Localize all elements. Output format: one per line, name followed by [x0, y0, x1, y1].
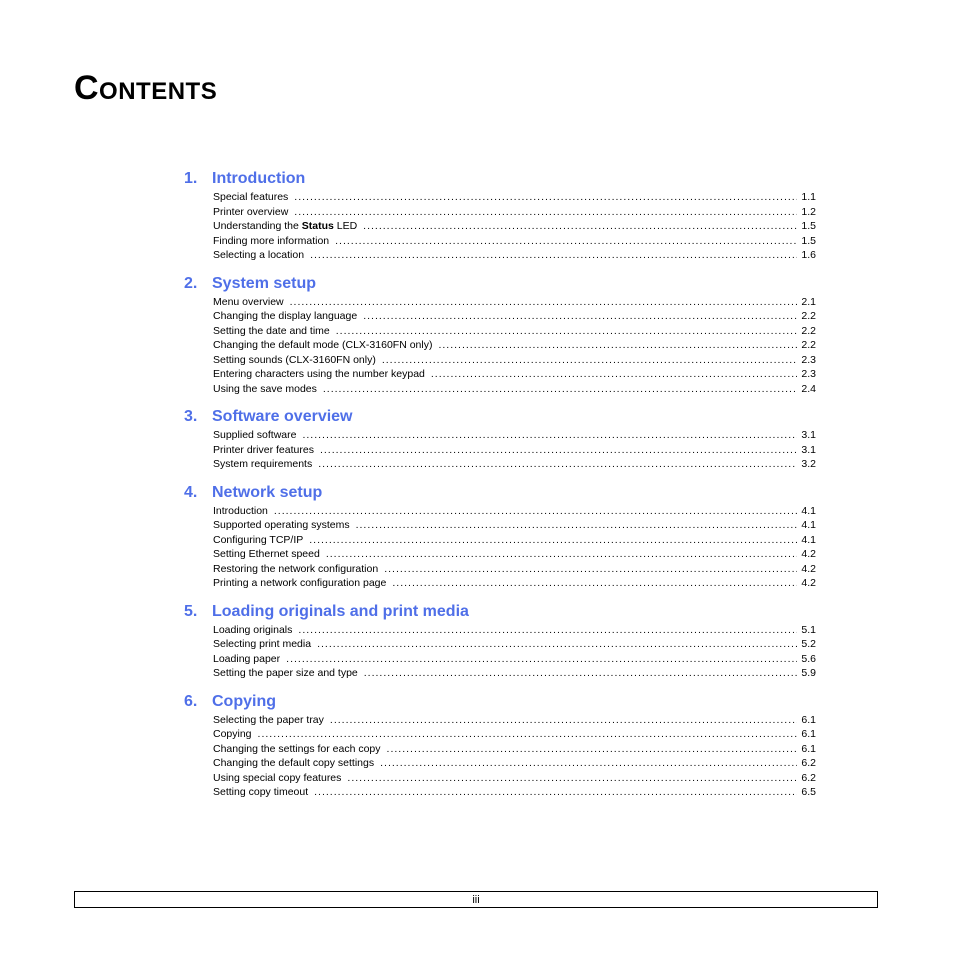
dot-leader — [363, 309, 797, 324]
entry-label: Setting the paper size and type — [213, 667, 358, 679]
entry-label: Finding more information — [213, 234, 330, 247]
dot-leader — [310, 248, 797, 263]
entry-label: Loading paper — [213, 652, 281, 665]
entry-label: Restoring the network configuration — [213, 562, 379, 575]
entry-label-bold: Status — [301, 220, 334, 232]
entry-label — [213, 219, 357, 234]
entry-page-number: 6.1 — [801, 742, 816, 755]
entry-page-number: 5.1 — [801, 623, 816, 636]
entry-page-number: 4.2 — [801, 562, 816, 575]
entry-label-text: LED — [333, 220, 358, 232]
toc-entry[interactable] — [213, 338, 816, 353]
entry-label: Selecting a location — [213, 249, 305, 261]
dot-leader — [356, 518, 798, 533]
entry-page-number: 2.4 — [801, 382, 816, 395]
dot-leader — [335, 234, 797, 249]
toc-entry[interactable] — [213, 309, 816, 324]
toc-entry[interactable] — [213, 248, 816, 263]
toc-entry[interactable] — [213, 367, 816, 382]
entry-label: Configuring TCP/IP — [213, 533, 304, 546]
dot-leader — [298, 623, 797, 638]
dot-leader — [387, 742, 798, 757]
section-number: 1. — [184, 170, 198, 187]
toc-section — [184, 601, 816, 681]
dot-leader — [314, 785, 797, 800]
entry-page-number: 1.5 — [801, 220, 816, 232]
entry-page-number: 1.1 — [801, 191, 816, 203]
entry-label: Loading originals — [213, 623, 293, 636]
dot-leader — [431, 367, 798, 382]
toc-entry[interactable] — [213, 666, 816, 681]
toc-entry[interactable] — [213, 190, 816, 205]
entry-page-number: 5.9 — [801, 667, 816, 679]
table-of-contents — [184, 168, 816, 810]
section-number: 4. — [184, 483, 198, 501]
dot-leader — [318, 457, 797, 472]
section-title: Network setup — [212, 483, 323, 501]
toc-entry[interactable] — [213, 713, 816, 728]
entry-page-number: 4.1 — [801, 519, 816, 531]
page-title: Contents — [74, 69, 218, 107]
toc-entry[interactable] — [213, 382, 816, 397]
section-heading[interactable] — [184, 691, 816, 713]
entry-label: Entering characters using the number keypad — [213, 368, 425, 380]
toc-entry[interactable] — [213, 219, 816, 234]
entry-label: Introduction — [213, 504, 268, 517]
toc-entry[interactable] — [213, 547, 816, 562]
dot-leader — [330, 713, 797, 728]
toc-entry[interactable] — [213, 637, 816, 652]
entry-label: Changing the default mode (CLX-3160FN only) — [213, 339, 433, 351]
toc-entry[interactable] — [213, 771, 816, 786]
entry-label: Setting copy timeout — [213, 786, 309, 798]
toc-section — [184, 406, 816, 472]
section-heading[interactable] — [184, 273, 816, 295]
entry-page-number: 2.3 — [801, 368, 816, 380]
toc-entry[interactable] — [213, 443, 816, 458]
toc-section — [184, 482, 816, 591]
entry-label: Changing the settings for each copy — [213, 742, 381, 755]
entry-label: Supplied software — [213, 429, 297, 441]
dot-leader — [317, 637, 797, 652]
entry-label: Menu overview — [213, 295, 284, 308]
dot-leader — [364, 666, 798, 681]
entry-label: Copying — [213, 728, 252, 740]
section-number: 2. — [184, 274, 198, 292]
dot-leader — [336, 324, 798, 339]
entry-page-number: 4.2 — [801, 548, 816, 560]
section-heading[interactable] — [184, 482, 816, 504]
toc-section — [184, 168, 816, 263]
entry-label: Using special copy features — [213, 771, 342, 784]
section-heading[interactable] — [184, 168, 816, 190]
toc-entry[interactable] — [213, 205, 816, 220]
entry-page-number: 2.2 — [801, 339, 816, 351]
section-number: 6. — [184, 692, 198, 710]
dot-leader — [320, 443, 797, 458]
toc-entry[interactable] — [213, 742, 816, 757]
entry-page-number: 5.6 — [801, 652, 816, 665]
section-title: Software overview — [212, 408, 353, 425]
dot-leader — [323, 382, 798, 397]
toc-entry[interactable] — [213, 785, 816, 800]
entry-page-number: 1.5 — [801, 234, 816, 247]
entry-page-number: 3.2 — [801, 458, 816, 470]
toc-entry[interactable] — [213, 623, 816, 638]
entry-label: Special features — [213, 191, 289, 203]
dot-leader — [384, 562, 797, 577]
toc-entry[interactable] — [213, 295, 816, 310]
dot-leader — [274, 504, 798, 519]
entry-page-number: 2.2 — [801, 310, 816, 322]
dot-leader — [392, 576, 797, 591]
entry-page-number: 4.1 — [801, 504, 816, 517]
entry-page-number: 4.2 — [801, 577, 816, 589]
entry-page-number: 3.1 — [801, 429, 816, 441]
entry-page-number: 5.2 — [801, 638, 816, 650]
section-number: 3. — [184, 408, 198, 425]
entry-label: Setting Ethernet speed — [213, 548, 320, 560]
dot-leader — [382, 353, 798, 368]
entry-page-number: 6.2 — [801, 771, 816, 784]
toc-entry[interactable] — [213, 562, 816, 577]
entry-label: Printer overview — [213, 205, 289, 218]
section-title: Introduction — [212, 170, 306, 187]
section-title: System setup — [212, 274, 317, 292]
entry-label: Setting sounds (CLX-3160FN only) — [213, 353, 376, 366]
section-title: Copying — [212, 692, 276, 710]
entry-label: Setting the date and time — [213, 324, 330, 337]
entry-label: Supported operating systems — [213, 519, 350, 531]
entry-label: Printer driver features — [213, 443, 314, 456]
toc-entry[interactable] — [213, 353, 816, 368]
entry-label-text: Understanding the — [213, 220, 302, 232]
page-footer — [74, 891, 878, 908]
entry-page-number: 6.5 — [801, 786, 816, 798]
entry-page-number: 2.2 — [801, 324, 816, 337]
entry-page-number: 1.2 — [801, 205, 816, 218]
entry-label: Changing the display language — [213, 310, 358, 322]
section-title: Loading originals and print media — [212, 602, 469, 620]
entry-label: Changing the default copy settings — [213, 757, 375, 769]
entry-label: Printing a network configuration page — [213, 577, 387, 589]
dot-leader — [309, 533, 797, 548]
dot-leader — [290, 295, 798, 310]
entry-label: Selecting the paper tray — [213, 713, 324, 726]
entry-page-number: 6.2 — [801, 757, 816, 769]
toc-section — [184, 691, 816, 800]
entry-page-number: 1.6 — [801, 249, 816, 261]
toc-entry[interactable] — [213, 324, 816, 339]
toc-entry[interactable] — [213, 504, 816, 519]
toc-entry[interactable] — [213, 428, 816, 443]
toc-entry[interactable] — [213, 533, 816, 548]
dot-leader — [347, 771, 797, 786]
entry-page-number: 4.1 — [801, 533, 816, 546]
dot-leader — [294, 205, 797, 220]
dot-leader — [380, 756, 797, 771]
toc-entry[interactable] — [213, 652, 816, 667]
entry-label: Selecting print media — [213, 638, 312, 650]
dot-leader — [438, 338, 797, 353]
section-number: 5. — [184, 602, 198, 620]
dot-leader — [302, 428, 797, 443]
page-number: iii — [472, 894, 480, 906]
section-heading[interactable] — [184, 601, 816, 623]
entry-page-number: 6.1 — [801, 728, 816, 740]
dot-leader — [258, 727, 798, 742]
dot-leader — [326, 547, 798, 562]
entry-page-number: 6.1 — [801, 713, 816, 726]
toc-entry[interactable] — [213, 457, 816, 472]
entry-label: System requirements — [213, 458, 313, 470]
toc-entry[interactable] — [213, 756, 816, 771]
toc-entry[interactable] — [213, 727, 816, 742]
dot-leader — [286, 652, 797, 667]
toc-entry[interactable] — [213, 518, 816, 533]
toc-entry[interactable] — [213, 234, 816, 249]
dot-leader — [363, 219, 797, 234]
entry-page-number: 3.1 — [801, 443, 816, 456]
section-heading[interactable] — [184, 406, 816, 428]
dot-leader — [294, 190, 797, 205]
toc-entry[interactable] — [213, 576, 816, 591]
entry-page-number: 2.1 — [801, 295, 816, 308]
toc-section — [184, 273, 816, 397]
entry-label: Using the save modes — [213, 382, 317, 395]
entry-page-number: 2.3 — [801, 353, 816, 366]
